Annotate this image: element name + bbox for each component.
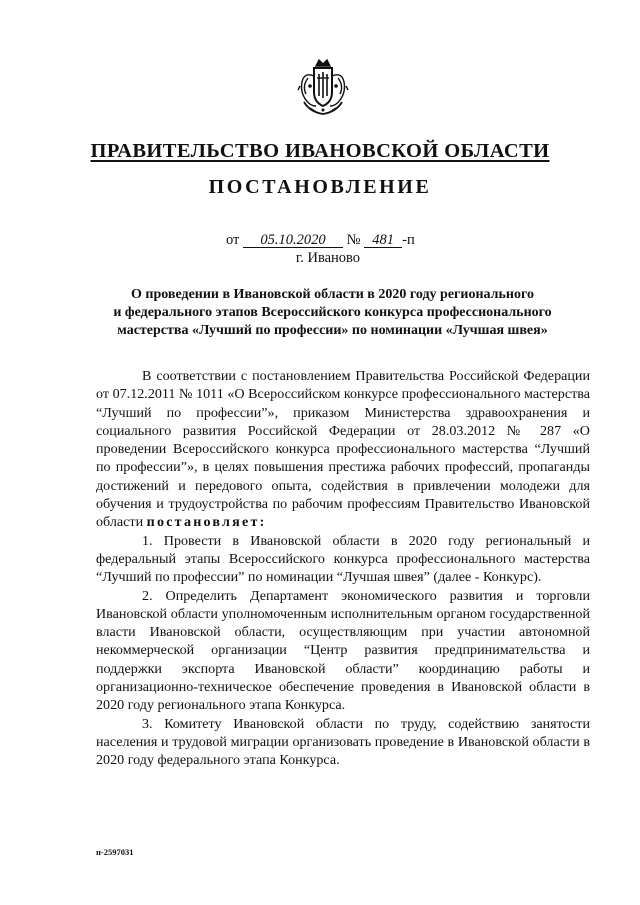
heading-line: мастерства «Лучший по профессии» по номинации «Лучшая швея» bbox=[117, 323, 548, 339]
city: г. Иваново bbox=[295, 250, 361, 266]
footer-code: п-2597031 bbox=[96, 847, 134, 857]
preamble-paragraph bbox=[96, 367, 590, 532]
number-label: № bbox=[346, 232, 361, 248]
decree-heading bbox=[95, 286, 570, 341]
from-label: от bbox=[226, 232, 240, 248]
item-paragraph: 1. Провести в Ивановской области в 2020 году региональный и федеральный этапы Всероссийского конкурса профессионального мастерства “Лучший по профессии” по номинации “Лучшая швея” (далее - Конкурс). bbox=[96, 532, 590, 586]
item-paragraph: 3. Комитету Ивановской области по труду, содействию занятости населения и трудовой миграции организовать проведение в Ивановской области в 2020 году федерального этапа Конкурса. bbox=[96, 715, 590, 769]
government-title: ПРАВИТЕЛЬСТВО ИВАНОВСКОЙ ОБЛАСТИ bbox=[90, 140, 550, 162]
decree-number: 481 bbox=[364, 233, 402, 248]
preamble-text: В соответствии с постановлением Правительства Российской Федерации от 07.12.2011 № 1011 «О Всероссийском конкурсе профессионального мастерства “Лучший по профессии”», приказом Министерства здравоохранения и социального развития Российской Федерации от 28.03.2012 № 287 «О проведении Всероссийского конкурса профессионального мастерства “Лучший по профессии”», в целях повышения престижа рабочих профессий, пропаганды достижений и передового опыта, содействия в привлечении молодежи для обучения и трудоустройства по рабочим профессиям Правительство Ивановской области bbox=[96, 368, 590, 531]
date-number-line bbox=[226, 232, 415, 249]
decree-word: постановляет: bbox=[146, 514, 267, 531]
item-paragraph: 2. Определить Департамент экономического развития и торговли Ивановской области уполномоченным исполнительным органом государственной власти Ивановской области, осуществляющим при участии автономной некоммерческой организации “Центр развития предпринимательства и поддержки экспорта Ивановской области” координацию работы и организационно-техническое обеспечение проведения в Ивановской области в 2020 году регионального этапа Конкурса. bbox=[96, 587, 590, 714]
coat-of-arms-icon bbox=[296, 56, 350, 120]
document-type: ПОСТАНОВЛЕНИЕ bbox=[208, 176, 432, 198]
heading-line: и федерального этапов Всероссийского конкурса профессионального bbox=[113, 305, 552, 321]
heading-line: О проведении в Ивановской области в 2020 году регионального bbox=[131, 287, 534, 302]
number-suffix: -п bbox=[402, 232, 415, 248]
decree-date: 05.10.2020 bbox=[243, 233, 343, 248]
decree-body bbox=[96, 367, 590, 770]
